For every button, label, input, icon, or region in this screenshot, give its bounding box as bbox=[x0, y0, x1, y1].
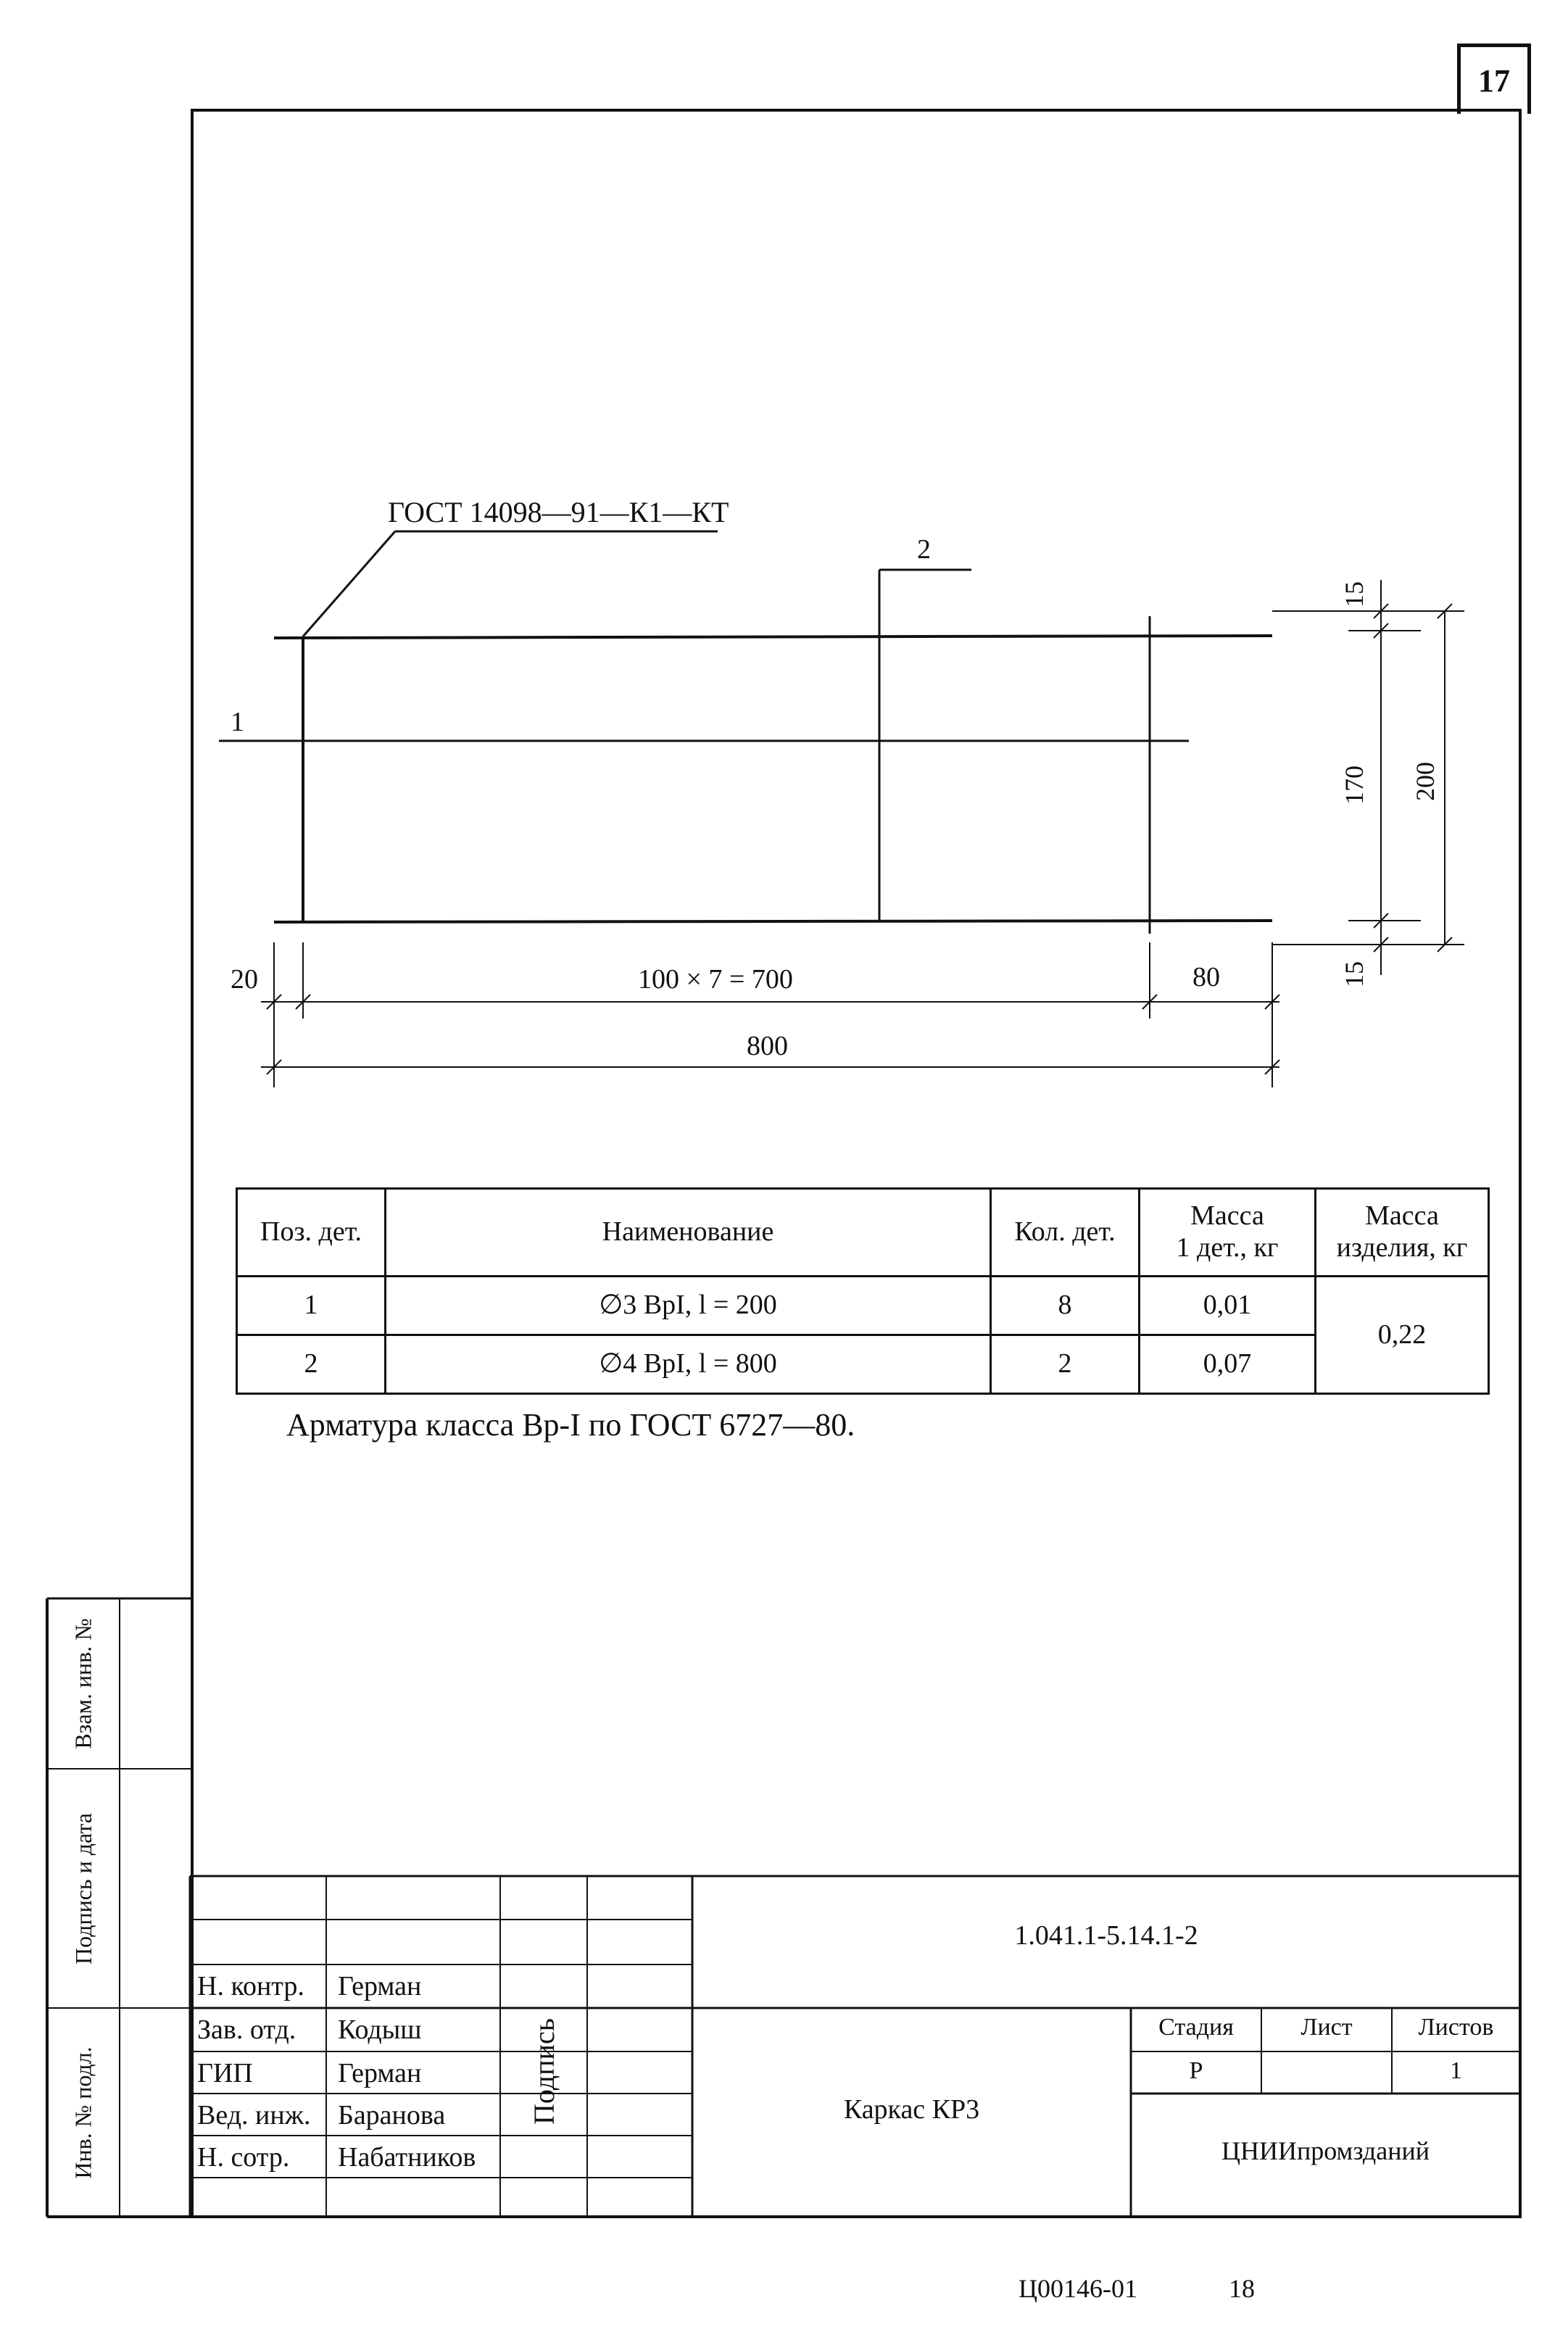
product-name: Каркас КР3 bbox=[843, 2094, 980, 2125]
total-mass: 0,22 bbox=[1316, 1277, 1489, 1394]
signature-label: Подпись bbox=[527, 2017, 560, 2125]
row2-qty: 2 bbox=[991, 1335, 1140, 1394]
row2-name: ∅4 ВрI, l = 800 bbox=[386, 1335, 991, 1394]
stage-label: Стадия bbox=[1158, 2014, 1234, 2041]
header-mass-total-line2: изделия, кг bbox=[1336, 1232, 1468, 1263]
margin-inv-podl bbox=[47, 2008, 120, 2217]
role-label: Вед. инж. bbox=[197, 2100, 311, 2131]
row2-mass: 0,07 bbox=[1140, 1335, 1316, 1394]
row1-name: ∅3 ВрI, l = 200 bbox=[386, 1277, 991, 1335]
sheet-label: Лист bbox=[1301, 2014, 1353, 2041]
frame-border bbox=[192, 110, 1520, 2217]
header-qty: Кол. дет. bbox=[991, 1189, 1140, 1277]
row2-pos: 2 bbox=[237, 1335, 386, 1394]
role-name: Кодыш bbox=[338, 2015, 422, 2045]
margin-vzam-inv bbox=[47, 1598, 120, 1769]
specification-table bbox=[236, 1187, 1490, 1395]
footer-number: 18 bbox=[1229, 2274, 1255, 2303]
header-pos: Поз. дет. bbox=[237, 1189, 386, 1277]
row1-qty: 8 bbox=[991, 1277, 1140, 1335]
header-name: Наименование bbox=[386, 1189, 991, 1277]
margin-inv-podl-label: Инв. № подл. bbox=[70, 2046, 96, 2179]
header-mass-total bbox=[1316, 1189, 1489, 1277]
margin-podpis-data bbox=[47, 1769, 120, 2008]
header-mass-one bbox=[1140, 1189, 1316, 1277]
dim-200: 200 bbox=[1411, 762, 1440, 801]
role-name: Герман bbox=[338, 2058, 422, 2088]
role-label: Н. сотр. bbox=[197, 2142, 290, 2173]
callout-standard: ГОСТ 14098—91—К1—КТ bbox=[388, 496, 729, 528]
row1-pos: 1 bbox=[237, 1277, 386, 1335]
position-1-label: 1 bbox=[231, 707, 244, 737]
table-row bbox=[237, 1335, 1489, 1394]
bar-top bbox=[274, 636, 1272, 638]
row1-mass: 0,01 bbox=[1140, 1277, 1316, 1335]
dim-20: 20 bbox=[231, 964, 258, 995]
table-row bbox=[237, 1277, 1489, 1335]
header-mass-one-line2: 1 дет., кг bbox=[1176, 1232, 1279, 1263]
doc-code: 1.041.1-5.14.1-2 bbox=[1014, 1920, 1198, 1951]
dim-15-bottom: 15 bbox=[1340, 961, 1369, 987]
position-2-label: 2 bbox=[917, 534, 931, 565]
spec-header-row bbox=[237, 1189, 1489, 1277]
role-name: Набатников bbox=[338, 2142, 476, 2173]
organization: ЦНИИпромзданий bbox=[1221, 2136, 1430, 2165]
role-label: ГИП bbox=[197, 2058, 253, 2088]
reinforcement-note: Арматура класса Вр-I по ГОСТ 6727—80. bbox=[286, 1407, 855, 1443]
callout-leader bbox=[303, 531, 395, 636]
role-name: Герман bbox=[338, 1971, 422, 2001]
dim-170: 170 bbox=[1340, 766, 1369, 805]
header-mass-total-line1: Масса bbox=[1365, 1200, 1439, 1232]
dim-700: 100 × 7 = 700 bbox=[638, 964, 793, 995]
margin-podpis-data-label: Подпись и дата bbox=[70, 1812, 96, 1964]
header-mass-one-line1: Масса bbox=[1190, 1200, 1264, 1232]
bar-bottom bbox=[274, 921, 1272, 922]
role-label: Н. контр. bbox=[197, 1971, 304, 2001]
stage-value: Р bbox=[1189, 2057, 1203, 2084]
footer-code: Ц00146-01 bbox=[1019, 2274, 1137, 2303]
role-name: Баранова bbox=[338, 2100, 446, 2131]
role-label: Зав. отд. bbox=[197, 2015, 296, 2045]
sheets-value: 1 bbox=[1450, 2057, 1462, 2084]
page-number: 17 bbox=[1457, 43, 1531, 114]
dim-15-top: 15 bbox=[1340, 581, 1369, 607]
sheets-label: Листов bbox=[1418, 2014, 1494, 2041]
margin-vzam-inv-label: Взам. инв. № bbox=[70, 1618, 96, 1749]
signature-column bbox=[500, 1964, 587, 2178]
dim-800: 800 bbox=[747, 1031, 788, 1061]
dim-80: 80 bbox=[1192, 962, 1220, 992]
